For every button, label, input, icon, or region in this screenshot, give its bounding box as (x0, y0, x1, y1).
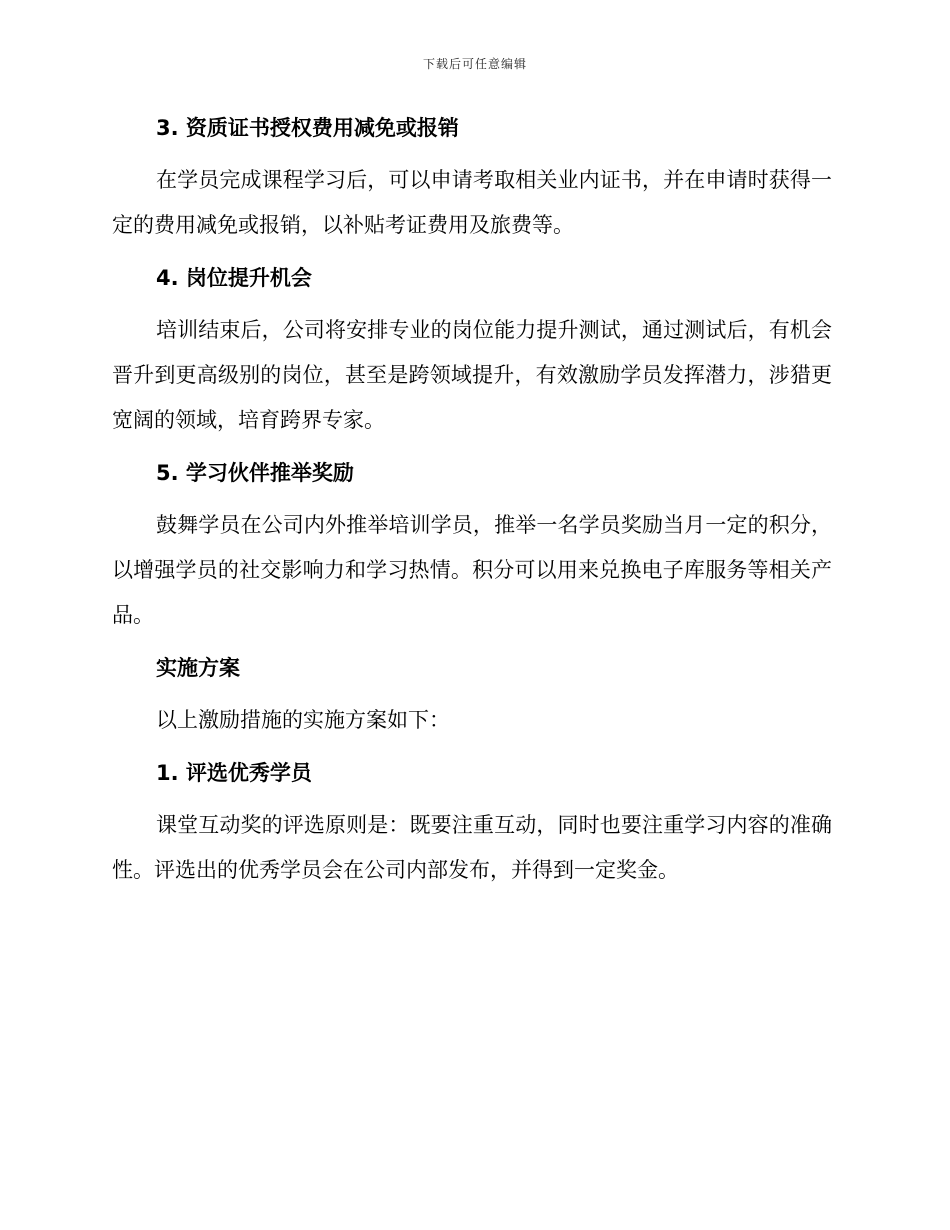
section-heading-implementation: 实施方案 (156, 656, 240, 680)
section-heading-5: 5. 学习伙伴推举奖励 (156, 461, 354, 485)
section-heading-1: 1. 评选优秀学员 (156, 761, 312, 785)
section-heading-3: 3. 资质证书授权费用减免或报销 (156, 116, 459, 140)
section-paragraph-4: 培训结束后，公司将安排专业的岗位能力提升测试，通过测试后，有机会晋升到更高级别的岗位，甚至是跨领域提升，有效激励学员发挥潜力，涉猎更宽阔的领域，培育跨界专家。 (112, 318, 832, 432)
document-body (112, 110, 832, 893)
header-note: 下载后可任意编辑 (422, 57, 527, 71)
section-paragraph-3: 在学员完成课程学习后，可以申请考取相关业内证书，并在申请时获得一定的费用减免或报销，以补贴考证费用及旅费等。 (112, 168, 832, 237)
section-paragraph-5: 鼓舞学员在公司内外推举培训学员，推举一名学员奖励当月一定的积分，以增强学员的社交影响力和学习热情。积分可以用来兑换电子库服务等相关产品。 (112, 513, 832, 627)
section-heading-4: 4. 岗位提升机会 (156, 266, 312, 290)
section-paragraph-implementation: 以上激励措施的实施方案如下： (156, 708, 450, 732)
section-paragraph-1: 课堂互动奖的评选原则是：既要注重互动，同时也要注重学习内容的准确性。评选出的优秀学员会在公司内部发布，并得到一定奖金。 (112, 813, 832, 882)
